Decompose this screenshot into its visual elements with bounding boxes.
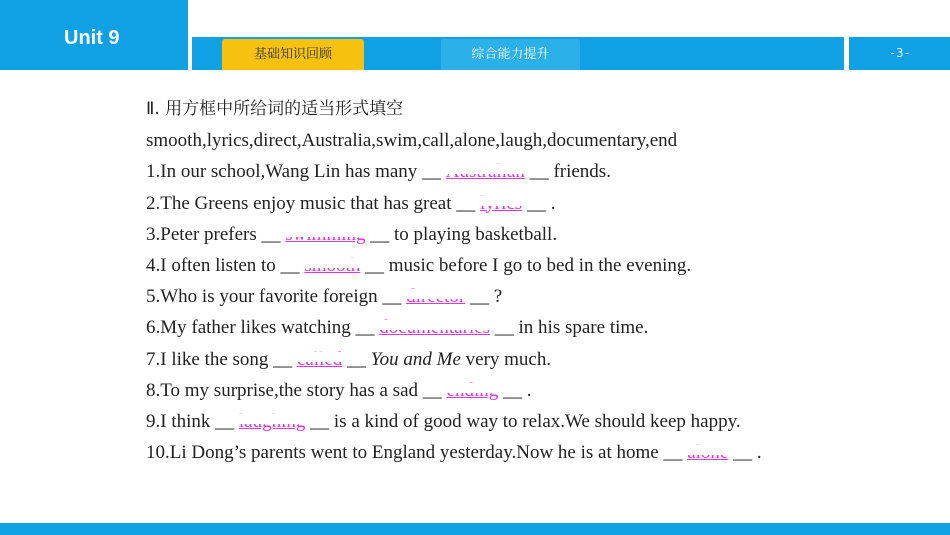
word-bank: smooth,lyrics,direct,Australia,swim,call,alone,laugh,documentary,end bbox=[146, 130, 678, 152]
answer-blank bbox=[687, 437, 728, 468]
question-text: 9.I think __ bbox=[146, 410, 239, 432]
answer-blank bbox=[446, 156, 525, 187]
question-3 bbox=[146, 219, 762, 250]
question-text: __ in his spare time. bbox=[490, 317, 649, 339]
question-text: __ ? bbox=[465, 286, 503, 308]
question-text: very much. bbox=[460, 348, 552, 370]
exercise-title: Ⅱ. 用方框中所给词的适当形式填空 bbox=[146, 99, 404, 119]
question-text: 7.I like the song __ bbox=[146, 348, 297, 370]
question-2 bbox=[146, 188, 762, 219]
question-7 bbox=[146, 344, 762, 375]
question-8 bbox=[146, 375, 762, 406]
answer-blank bbox=[480, 188, 522, 219]
unit-label-box bbox=[0, 0, 188, 70]
question-text: 10.Li Dong’s parents went to England yesterday.Now he is at home __ bbox=[146, 442, 688, 464]
answer-blank bbox=[239, 406, 306, 437]
question-text: 3.Peter prefers __ bbox=[146, 223, 286, 245]
question-text: __ is a kind of good way to relax.We should keep happy. bbox=[305, 410, 741, 432]
answer-blank bbox=[406, 281, 465, 312]
question-text: __ music before I go to bed in the evening. bbox=[360, 254, 692, 276]
question-text: __ to playing basketball. bbox=[365, 223, 558, 245]
question-text: __ bbox=[342, 348, 371, 370]
question-text: __ . bbox=[498, 379, 532, 401]
footer-bar bbox=[0, 523, 950, 535]
question-text: 6.My father likes watching __ bbox=[146, 317, 380, 339]
answer-blank bbox=[304, 250, 360, 281]
answer-blank bbox=[379, 312, 490, 343]
question-text: 4.I often listen to __ bbox=[146, 254, 305, 276]
question-text: 2.The Greens enjoy music that has great __ bbox=[146, 192, 480, 214]
question-text: 8.To my surprise,the story has a sad __ bbox=[146, 379, 447, 401]
tab-basic-knowledge[interactable]: 基础知识回顾 bbox=[222, 39, 364, 70]
question-text: 1.In our school,Wang Lin has many __ bbox=[146, 161, 446, 183]
question-text: __ . bbox=[522, 192, 556, 214]
page-number-box bbox=[849, 37, 950, 70]
song-title: You and Me bbox=[370, 348, 461, 370]
question-10 bbox=[146, 437, 762, 468]
answer-blank bbox=[285, 219, 365, 250]
question-5 bbox=[146, 281, 762, 312]
exercise-content bbox=[146, 94, 762, 468]
question-1 bbox=[146, 156, 762, 187]
question-4 bbox=[146, 250, 762, 281]
unit-label: Unit 9 bbox=[64, 27, 120, 49]
page-number: -3- bbox=[889, 46, 911, 60]
question-6 bbox=[146, 312, 762, 343]
tab-comprehensive-ability[interactable]: 综合能力提升 bbox=[441, 39, 580, 70]
answer-blank bbox=[297, 344, 342, 375]
question-text: __ friends. bbox=[524, 161, 611, 183]
question-text: __ . bbox=[728, 442, 762, 464]
question-9 bbox=[146, 406, 762, 437]
answer-blank bbox=[447, 375, 499, 406]
question-text: 5.Who is your favorite foreign __ bbox=[146, 286, 407, 308]
